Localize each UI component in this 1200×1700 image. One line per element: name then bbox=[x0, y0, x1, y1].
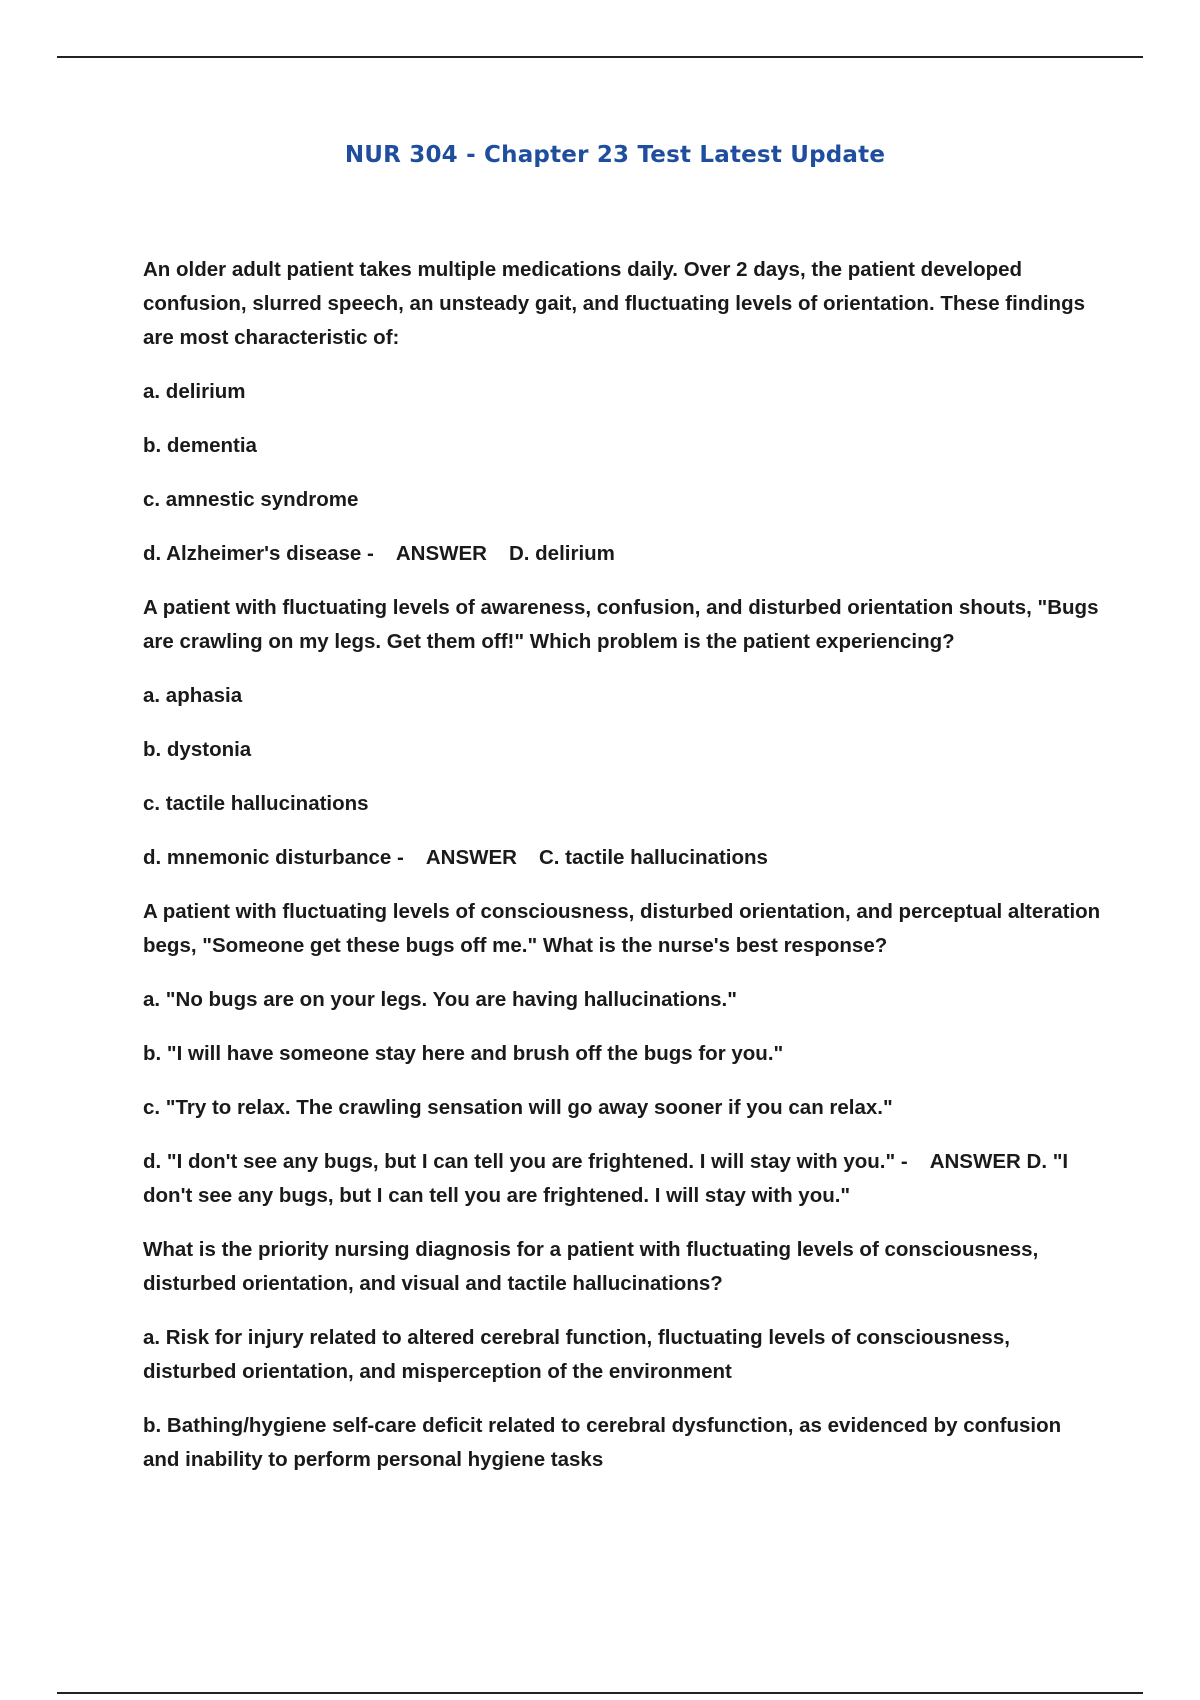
document-title: NUR 304 - Chapter 23 Test Latest Update bbox=[344, 142, 886, 168]
correct-answer: D. "I don't see any bugs, but I can tell you are frightened. I will stay with you." bbox=[143, 1150, 1069, 1207]
answer-option: b. dystonia bbox=[143, 738, 252, 761]
question-text: An older adult patient takes multiple medications daily. Over 2 days, the patient developed confusion, slurred speech, an unsteady gait, and fluctuating levels of orientation. These findings are most characteristic of: bbox=[143, 258, 1085, 349]
question-text: A patient with fluctuating levels of consciousness, disturbed orientation, and perceptual alteration begs, "Someone get these bugs off me." What is the nurse's best response? bbox=[143, 900, 1101, 957]
answer-option: b. Bathing/hygiene self-care deficit related to cerebral dysfunction, as evidenced by confusion and inability to perform personal hygiene tasks bbox=[143, 1414, 1062, 1471]
top-rule bbox=[57, 56, 1143, 58]
answer-line bbox=[143, 1145, 1103, 1213]
answer-option: b. dementia bbox=[143, 434, 257, 457]
question-text: A patient with fluctuating levels of awareness, confusion, and disturbed orientation shouts, "Bugs are crawling on my legs. Get them off!" Which problem is the patient experiencing? bbox=[143, 596, 1099, 653]
answer-label: ANSWER bbox=[929, 1150, 1021, 1173]
correct-answer: D. delirium bbox=[508, 542, 615, 565]
answer-label: ANSWER bbox=[425, 846, 517, 869]
answer-option: a. delirium bbox=[143, 380, 246, 403]
answer-line bbox=[143, 537, 1103, 571]
answer-label: ANSWER bbox=[395, 542, 487, 565]
answer-option-prefix: d. mnemonic disturbance - bbox=[143, 846, 404, 869]
answer-option: b. "I will have someone stay here and brush off the bugs for you." bbox=[143, 1042, 784, 1065]
correct-answer: C. tactile hallucinations bbox=[538, 846, 768, 869]
bottom-rule bbox=[57, 1692, 1143, 1694]
answer-option-prefix: d. "I don't see any bugs, but I can tell you are frightened. I will stay with you." - bbox=[143, 1150, 908, 1173]
answer-line bbox=[143, 841, 1103, 875]
answer-option: a. aphasia bbox=[143, 684, 243, 707]
answer-option: c. "Try to relax. The crawling sensation will go away sooner if you can relax." bbox=[143, 1096, 893, 1119]
answer-option: c. amnestic syndrome bbox=[143, 488, 359, 511]
answer-option: a. "No bugs are on your legs. You are having hallucinations." bbox=[143, 988, 737, 1011]
answer-option-prefix: d. Alzheimer's disease - bbox=[143, 542, 374, 565]
question-list bbox=[143, 253, 1103, 1497]
answer-option: a. Risk for injury related to altered cerebral function, fluctuating levels of consciousness, disturbed orientation, and misperception of the environment bbox=[143, 1326, 1010, 1383]
question-text: What is the priority nursing diagnosis for a patient with fluctuating levels of consciousness, disturbed orientation, and visual and tactile hallucinations? bbox=[143, 1238, 1039, 1295]
answer-option: c. tactile hallucinations bbox=[143, 792, 369, 815]
